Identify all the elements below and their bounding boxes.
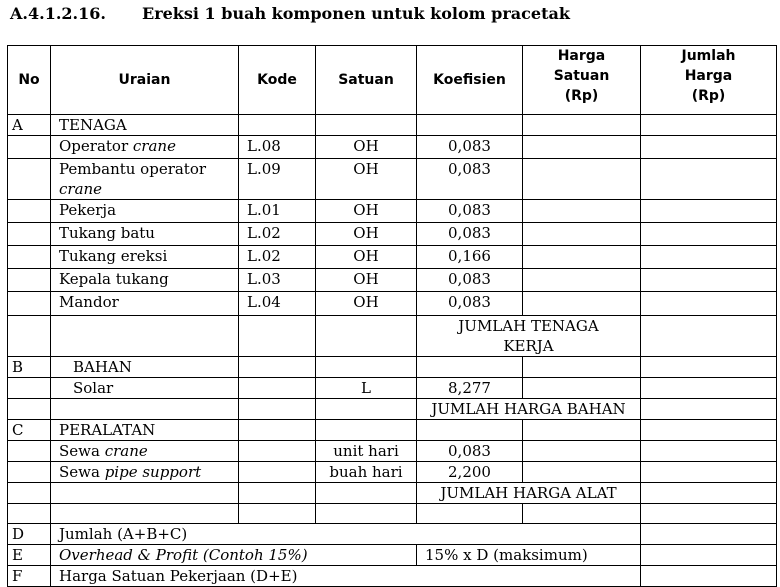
page-title [10,4,570,23]
header-jumlah-harga: Jumlah Harga (Rp) [641,46,777,115]
header-satuan: Satuan [316,46,417,115]
blank-row [8,504,777,524]
table-row: Mandor L.04 OH 0,083 [8,292,777,316]
table-row: Operator crane L.08 OH 0,083 [8,136,777,159]
total-row [8,399,777,420]
table-row: Tukang ereksi L.02 OH 0,166 [8,246,777,269]
total-alat-label: JUMLAH HARGA ALAT [417,483,641,504]
summary-row: F Harga Satuan Pekerjaan (D+E) [8,566,777,587]
section-code: A.4.1.2.16. [10,4,106,23]
total-tenaga-label: JUMLAH TENAGA KERJA [417,316,641,357]
section-row: C PERALATAN [8,420,777,441]
table-row: Pembantu operator crane L.09 OH 0,083 [8,159,777,200]
header-kode: Kode [239,46,316,115]
header-koefisien: Koefisien [417,46,523,115]
section-row: A TENAGA [8,115,777,136]
table-row: Sewa pipe support buah hari 2,200 [8,462,777,483]
summary-row: D Jumlah (A+B+C) [8,524,777,545]
table-row: Solar L 8,277 [8,378,777,399]
header-uraian: Uraian [51,46,239,115]
header-no: No [8,46,51,115]
header-harga-satuan: Harga Satuan (Rp) [523,46,641,115]
ahsp-table [7,45,777,587]
total-row [8,483,777,504]
table-row: Kepala tukang L.03 OH 0,083 [8,269,777,292]
table-row: Pekerja L.01 OH 0,083 [8,200,777,223]
section-title: Ereksi 1 buah komponen untuk kolom pracetak [142,4,570,23]
summary-row: E Overhead & Profit (Contoh 15%) 15% x D (maksimum) [8,545,777,566]
header-row [8,46,777,115]
section-row: B BAHAN [8,357,777,378]
total-row [8,316,777,357]
total-bahan-label: JUMLAH HARGA BAHAN [417,399,641,420]
table-row: Tukang batu L.02 OH 0,083 [8,223,777,246]
table-row: Sewa crane unit hari 0,083 [8,441,777,462]
